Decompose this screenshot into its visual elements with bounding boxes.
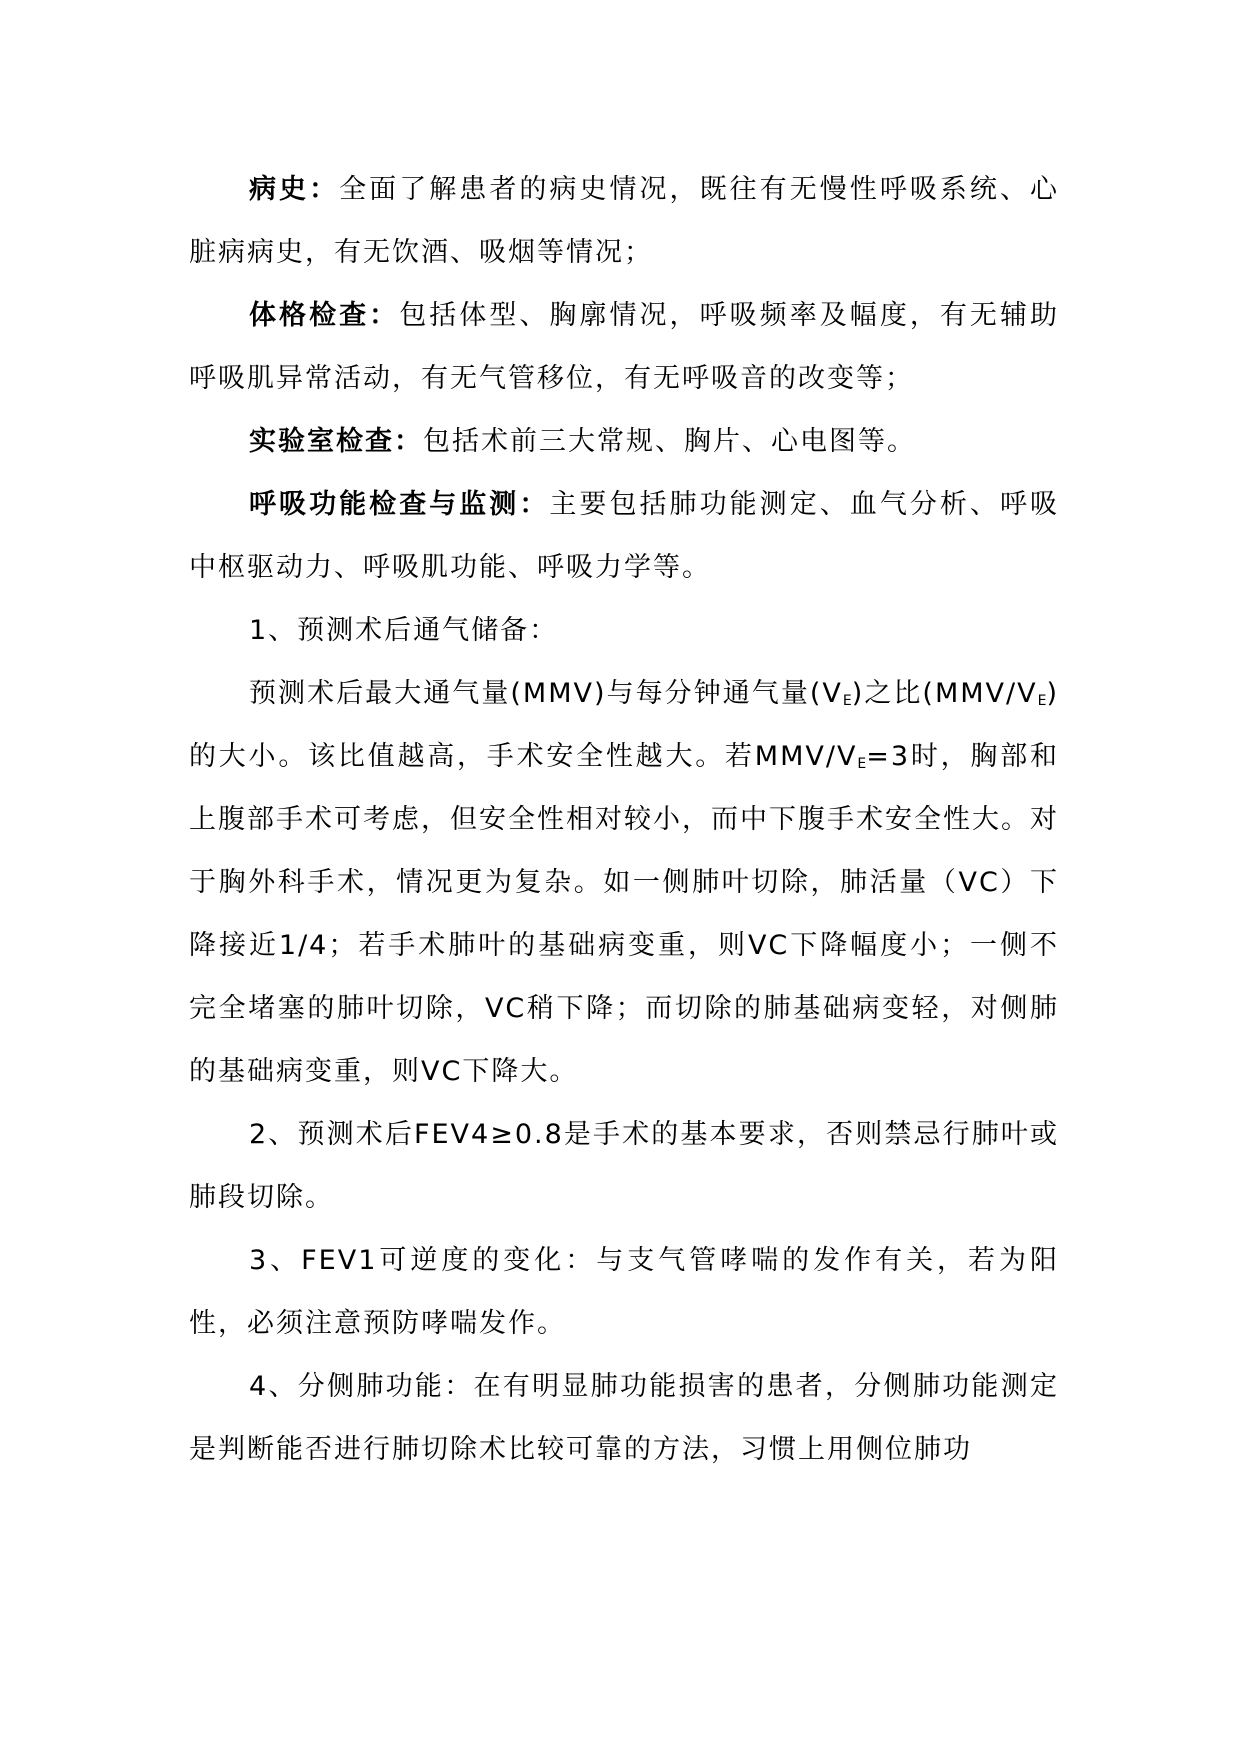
item-1-body-part-1: 预测术后最大通气量(MMV)与每分钟通气量(V bbox=[249, 678, 843, 709]
paragraph-lab-exam bbox=[189, 410, 1059, 473]
paragraph-respiratory-function bbox=[189, 473, 1059, 599]
respiratory-function-text: 主要包括肺功能测定、血气分析、呼吸中枢驱动力、呼吸肌功能、呼吸力学等。 bbox=[189, 489, 1060, 583]
item-1-body bbox=[189, 662, 1059, 1103]
item-4: 4、分侧肺功能：在有明显肺功能损害的患者，分侧肺功能测定是判断能否进行肺切除术比较可靠的方法，习惯上用侧位肺功 bbox=[189, 1371, 1059, 1465]
item-1-title: 1、预测术后通气储备： bbox=[249, 615, 559, 646]
item-3: 3、FEV1可逆度的变化：与支气管哮喘的发作有关，若为阳性，必须注意预防哮喘发作。 bbox=[189, 1245, 1059, 1339]
physical-exam-heading: 体格检查： bbox=[249, 300, 400, 331]
item-1-body-part-3: )的大小。该比值越高，手术安全性越大。若MMV/V bbox=[189, 678, 1059, 772]
physical-exam-text: 包括体型、胸廓情况，呼吸频率及幅度，有无辅助呼吸肌异常活动，有无气管移位，有无呼吸音的改变等； bbox=[189, 300, 1060, 394]
document-page bbox=[189, 158, 1059, 1481]
history-text: 全面了解患者的病史情况，既往有无慢性呼吸系统、心脏病病史，有无饮酒、吸烟等情况； bbox=[189, 174, 1060, 268]
item-1-body-part-4: =3时，胸部和上腹部手术可考虑，但安全性相对较小，而中下腹手术安全性大。对于胸外科手术，情况更为复杂。如一侧肺叶切除，肺活量（VC）下降接近1/4；若手术肺叶的基础病变重，则VC下降幅度小；一侧不完全堵塞的肺叶切除，VC稍下降；而切除的肺基础病变轻，对侧肺的基础病变重，则VC下降大。 bbox=[189, 741, 1059, 1087]
item-1-body-part-2: )之比(MMV/V bbox=[851, 678, 1038, 709]
history-heading: 病史： bbox=[249, 174, 340, 205]
subscript-e-2: E bbox=[1037, 693, 1047, 709]
lab-exam-text: 包括术前三大常规、胸片、心电图等。 bbox=[423, 426, 916, 457]
respiratory-function-heading: 呼吸功能检查与监测： bbox=[249, 489, 550, 520]
lab-exam-heading: 实验室检查： bbox=[249, 426, 423, 457]
subscript-e-1: E bbox=[842, 693, 852, 709]
paragraph-history bbox=[189, 158, 1059, 284]
paragraph-physical-exam bbox=[189, 284, 1059, 410]
subscript-e-3: E bbox=[857, 756, 867, 772]
item-2: 2、预测术后FEV4≥0.8是手术的基本要求，否则禁忌行肺叶或肺段切除。 bbox=[189, 1119, 1059, 1213]
